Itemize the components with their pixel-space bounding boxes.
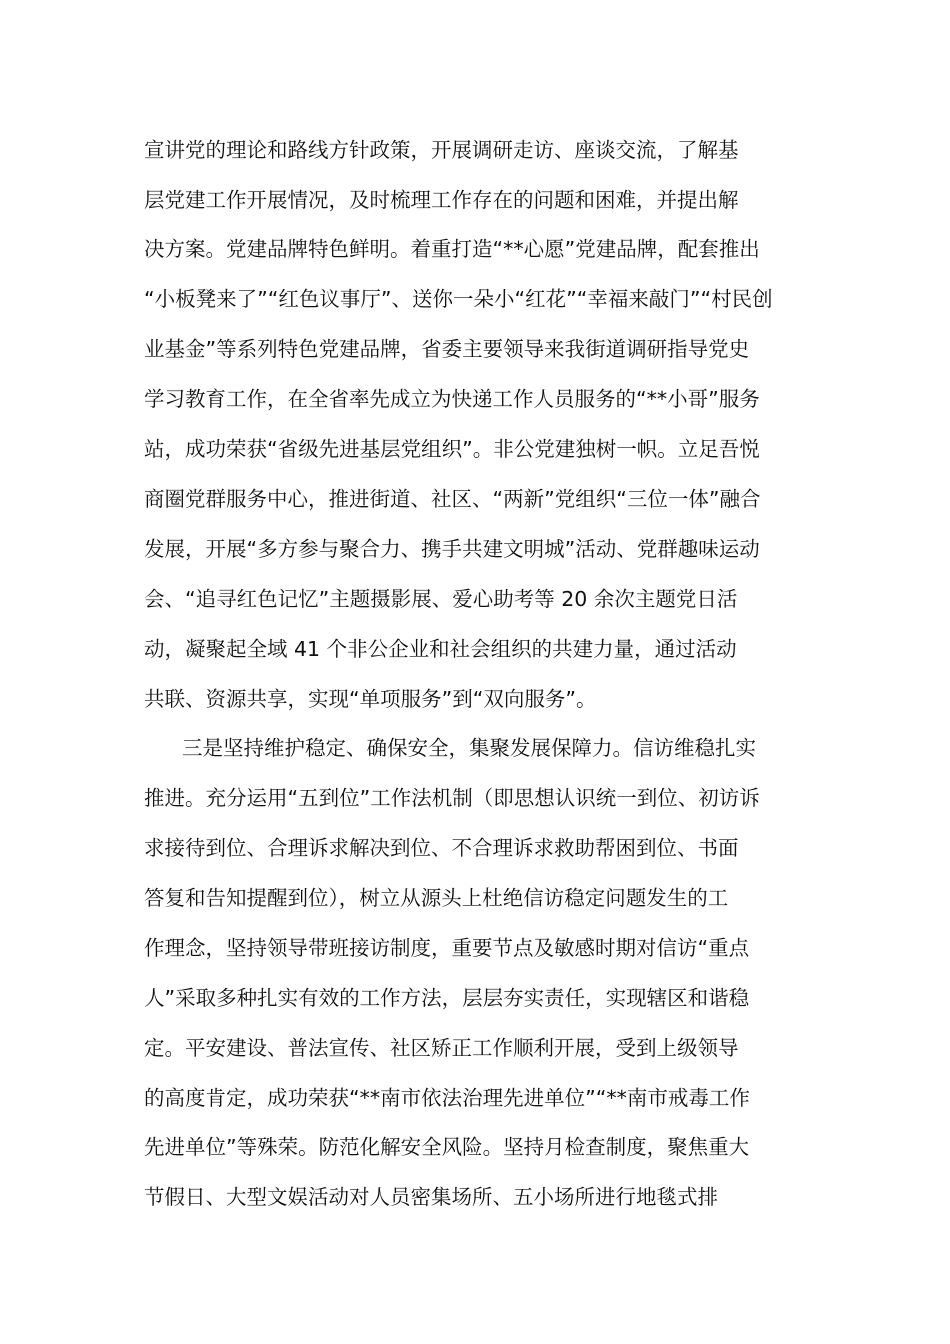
- text-line: 先进单位”等殊荣。防范化解安全风险。坚持月检查制度，聚焦重大: [144, 1135, 750, 1159]
- text-line: 推进。充分运用“五到位”工作法机制（即思想认识统一到位、初访诉: [144, 786, 760, 810]
- text-line: 层党建工作开展情况，及时梳理工作存在的问题和困难，并提出解: [144, 188, 739, 212]
- text-line: 宣讲党的理论和路线方针政策，开展调研走访、座谈交流，了解基: [144, 138, 739, 162]
- text-line: 求接待到位、合理诉求解决到位、不合理诉求救助帮困到位、书面: [144, 836, 739, 860]
- text-line: 站，成功荣获“省级先进基层党组织”。非公党建独树一帜。立足吾悦: [144, 437, 760, 461]
- text-line: 动，凝聚起全域 41 个非公企业和社会组织的共建力量，通过活动: [144, 637, 737, 661]
- text-line: 定。平安建设、普法宣传、社区矫正工作顺利开展，受到上级领导: [144, 1036, 739, 1060]
- text-line: 会、“追寻红色记忆”主题摄影展、爱心助考等 20 余次主题党日活: [144, 587, 738, 611]
- text-line: 的高度肯定，成功荣获“**南市依法治理先进单位”“**南市戒毒工作: [144, 1086, 750, 1110]
- text-line: 共联、资源共享，实现“单项服务”到“双向服务”。: [144, 687, 597, 711]
- paragraph-first-line: 三是坚持维护稳定、确保安全，集聚发展保障力。信访维稳扎实: [182, 736, 756, 760]
- text-line: 业基金”等系列特色党建品牌，省委主要领导来我街道调研指导党史: [144, 337, 750, 361]
- text-line: 发展，开展“多方参与聚合力、携手共建文明城”活动、党群趣味运动: [144, 537, 760, 561]
- text-line: 作理念，坚持领导带班接访制度，重要节点及敏感时期对信访“重点: [144, 936, 750, 960]
- text-line: “小板凳来了”“红色议事厅”、送你一朵小“红花”“幸福来敲门”“村民创: [144, 287, 773, 311]
- text-line: 答复和告知提醒到位），树立从源头上杜绝信访稳定问题发生的工: [144, 886, 729, 910]
- text-line: 学习教育工作，在全省率先成立为快递工作人员服务的“**小哥”服务: [144, 387, 760, 411]
- text-line: 商圈党群服务中心，推进街道、社区、“两新”党组织“三位一体”融合: [144, 487, 761, 511]
- text-line: 节假日、大型文娱活动对人员密集场所、五小场所进行地毯式排: [144, 1185, 718, 1209]
- text-line: 人”采取多种扎实有效的工作方法，层层夯实责任，实现辖区和谐稳: [144, 986, 750, 1010]
- text-line: 决方案。党建品牌特色鲜明。着重打造“**心愿”党建品牌，配套推出: [144, 237, 760, 261]
